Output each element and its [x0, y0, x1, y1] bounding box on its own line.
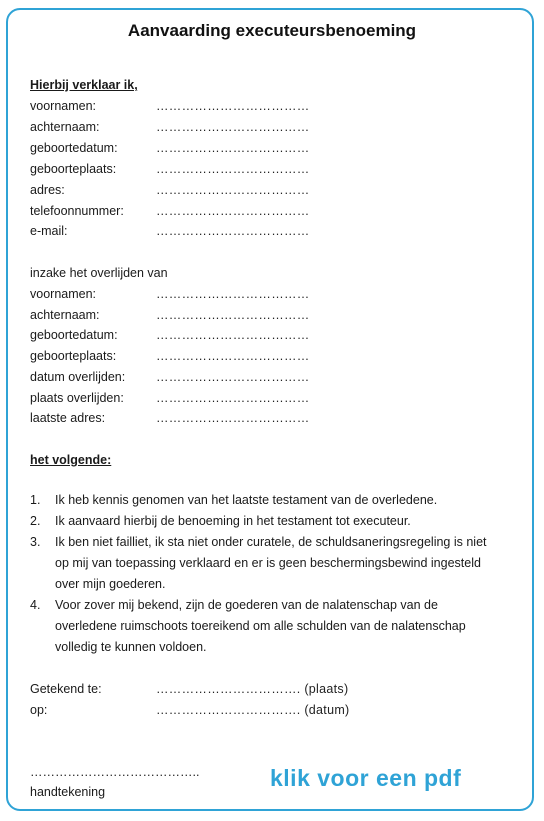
- document-title: Aanvaarding executeursbenoeming: [127, 21, 417, 40]
- declarant-label-geboortedatum: geboortedatum:: [30, 141, 118, 155]
- statement-text-4: Voor zover mij bekend, zijn de goederen van de nalatenschap van de overledene ruimschoots toereikend om alle schulden van de nalatenschap volledig te kunnen voldoen.: [55, 598, 466, 654]
- deceased-label-geboorteplaats: geboorteplaats:: [30, 349, 117, 363]
- declarant-dots-email: ………………………………: [156, 224, 310, 238]
- declarant-label-geboorteplaats: geboorteplaats:: [30, 162, 117, 176]
- pdf-link[interactable]: klik voor een pdf: [270, 765, 462, 791]
- deceased-intro: inzake het overlijden van: [30, 266, 168, 280]
- statement-text-1: Ik heb kennis genomen van het laatste testament van de overledene.: [55, 493, 438, 507]
- statement-text-3: Ik ben niet failliet, ik sta niet onder curatele, de schuldsaneringsregeling is niet op mij van toepassing verklaard en er is geen beschermingsbewind ingesteld over mijn goederen.: [55, 535, 487, 591]
- declarant-dots-adres: ………………………………: [156, 183, 310, 197]
- signed-date-dots: ……………………………. (datum): [156, 703, 350, 717]
- declarant-dots-achternaam: ………………………………: [156, 120, 310, 134]
- statement-number-4: 4.: [30, 598, 41, 612]
- declarant-dots-voornamen: ………………………………: [156, 99, 310, 113]
- declarant-label-voornamen: voornamen:: [30, 99, 97, 113]
- statement-text-2: Ik aanvaard hierbij de benoeming in het testament tot executeur.: [55, 514, 411, 528]
- deceased-dots-voornamen: ………………………………: [156, 287, 310, 301]
- signature-dots: …………………………………..: [30, 765, 200, 779]
- deceased-label-datum-overlijden: datum overlijden:: [30, 370, 126, 384]
- statement-number-1: 1.: [30, 493, 41, 507]
- deceased-label-laatste-adres: laatste adres:: [30, 411, 106, 425]
- deceased-dots-achternaam: ………………………………: [156, 308, 310, 322]
- deceased-label-plaats-overlijden: plaats overlijden:: [30, 391, 124, 405]
- declarant-label-email: e-mail:: [30, 224, 68, 238]
- deceased-dots-geboorteplaats: ………………………………: [156, 349, 310, 363]
- statements-heading: het volgende:: [30, 453, 112, 467]
- deceased-label-voornamen: voornamen:: [30, 287, 97, 301]
- signed-date-label: op:: [30, 703, 48, 717]
- statement-number-3: 3.: [30, 535, 41, 549]
- declarant-label-telefoonnummer: telefoonnummer:: [30, 204, 124, 218]
- declarant-dots-geboortedatum: ………………………………: [156, 141, 310, 155]
- deceased-dots-plaats-overlijden: ………………………………: [156, 391, 310, 405]
- deceased-dots-datum-overlijden: ………………………………: [156, 370, 310, 384]
- declarant-dots-telefoonnummer: ………………………………: [156, 204, 310, 218]
- declarant-dots-geboorteplaats: ………………………………: [156, 162, 310, 176]
- declarant-heading: Hierbij verklaar ik,: [30, 78, 138, 92]
- deceased-dots-laatste-adres: ………………………………: [156, 411, 310, 425]
- signature-label: handtekening: [30, 785, 106, 799]
- signed-place-label: Getekend te:: [30, 682, 102, 696]
- signed-place-dots: ……………………………. (plaats): [156, 682, 349, 696]
- deceased-label-achternaam: achternaam:: [30, 308, 100, 322]
- declarant-label-adres: adres:: [30, 183, 65, 197]
- declarant-label-achternaam: achternaam:: [30, 120, 100, 134]
- statement-number-2: 2.: [30, 514, 41, 528]
- deceased-dots-geboortedatum: ………………………………: [156, 328, 310, 342]
- deceased-label-geboortedatum: geboortedatum:: [30, 328, 118, 342]
